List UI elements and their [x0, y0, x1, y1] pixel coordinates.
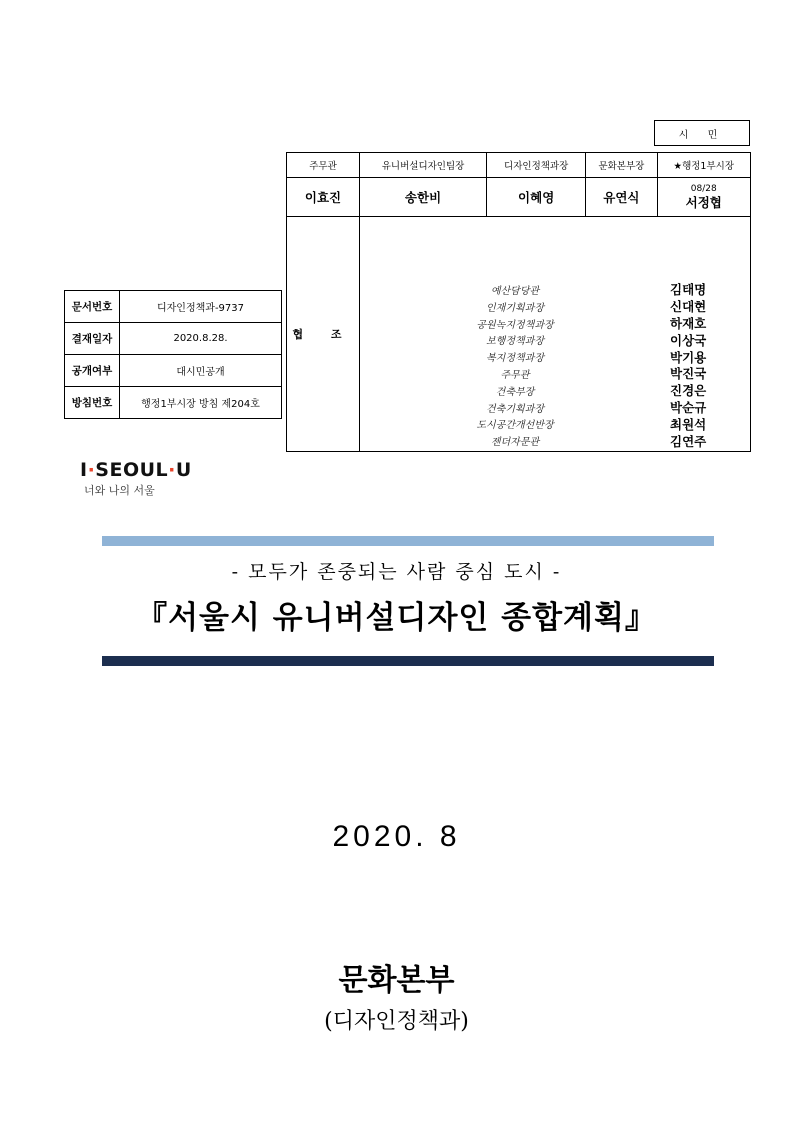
approval-role-cell: ★행정1부시장 — [657, 153, 750, 178]
cooperation-row — [360, 432, 730, 449]
cooperation-row — [360, 348, 730, 365]
cooperation-list — [360, 217, 751, 452]
cooperation-row — [360, 365, 730, 382]
cooperation-name: 김연주 — [670, 433, 707, 449]
cooperation-row — [360, 315, 730, 332]
approval-role-cell: 문화본부장 — [586, 153, 657, 178]
department-name: 문화본부 — [338, 963, 455, 998]
doc-info-label: 문서번호 — [65, 291, 120, 323]
approval-role-cell: 유니버설디자인팀장 — [360, 153, 487, 178]
mayor-approval-name: 서정협 — [685, 194, 722, 210]
cooperation-name: 김태명 — [670, 282, 707, 298]
citizen-label: 시 민 — [678, 129, 726, 141]
logo-tagline: 너와 나의 서울 — [84, 484, 155, 497]
doc-info-value: 행정1부시장 방침 제204호 — [120, 387, 282, 419]
cooperation-name: 이상국 — [670, 332, 707, 348]
cooperation-title: 보행정책과장 — [486, 336, 544, 348]
doc-info-label: 방침번호 — [65, 387, 120, 419]
approval-name-cell: 유연식 — [586, 178, 657, 217]
cooperation-title: 예산담당관 — [490, 285, 540, 297]
logo-part: U — [175, 459, 192, 481]
doc-info-value: 디자인정책과-9737 — [120, 291, 282, 323]
department-subname: (디자인정책과) — [324, 1009, 469, 1034]
cooperation-row — [360, 281, 730, 298]
cooperation-name: 하재호 — [670, 316, 707, 332]
logo-dot: · — [168, 459, 176, 481]
approval-table — [286, 152, 751, 452]
cooperation-name: 박기용 — [670, 349, 707, 365]
approval-name-cell: 송한비 — [360, 178, 487, 217]
approval-name-cell: 이혜영 — [487, 178, 586, 217]
logo-dot: · — [87, 459, 96, 481]
title-bar-top — [102, 536, 714, 546]
iseoulu-logo — [80, 459, 192, 498]
document-date: 2020. 8 — [332, 820, 461, 853]
cooperation-label: 협 조 — [287, 217, 360, 452]
approval-name-cell: 이효진 — [287, 178, 360, 217]
cooperation-title: 주무관 — [500, 369, 530, 381]
cooperation-title: 도시공간개선반장 — [476, 420, 554, 432]
cooperation-row — [360, 331, 730, 348]
cooperation-row — [360, 298, 730, 315]
doc-info-label: 결재일자 — [65, 323, 120, 355]
cooperation-title: 건축기획과장 — [486, 403, 544, 415]
logo-part: I — [80, 459, 88, 481]
doc-info-value: 2020.8.28. — [120, 323, 282, 355]
approval-role-cell: 주무관 — [287, 153, 360, 178]
cooperation-row — [360, 399, 730, 416]
cooperation-title: 인재기획과장 — [486, 302, 544, 314]
logo-part: SEOUL — [95, 459, 169, 481]
approval-role-cell: 디자인정책과장 — [487, 153, 586, 178]
doc-info-value: 대시민공개 — [120, 355, 282, 387]
cooperation-name: 최원석 — [670, 416, 707, 432]
document-subtitle: - 모두가 존중되는 사람 중심 도시 - — [231, 561, 562, 583]
document-title: 『서울시 유니버설디자인 종합계획』 — [136, 600, 657, 636]
title-bar-bottom — [102, 656, 714, 666]
cooperation-name: 신대현 — [670, 299, 707, 315]
logo-wordmark — [80, 459, 192, 481]
cooperation-name: 박진국 — [670, 366, 707, 382]
approval-mayor-cell — [657, 178, 750, 217]
cooperation-row — [360, 382, 730, 399]
cooperation-title: 복지정책과장 — [486, 353, 544, 365]
cooperation-row — [360, 415, 730, 432]
cooperation-name: 박순규 — [670, 400, 707, 416]
citizen-label-box — [654, 120, 750, 146]
cooperation-title: 젠더자문관 — [490, 437, 540, 449]
cooperation-name: 진경은 — [670, 383, 707, 399]
doc-info-label: 공개여부 — [65, 355, 120, 387]
document-info-table — [64, 290, 282, 419]
cooperation-title: 건축부장 — [495, 386, 535, 398]
cooperation-title: 공원녹지정책과장 — [476, 319, 554, 331]
mayor-approval-date: 08/28 — [690, 184, 717, 195]
